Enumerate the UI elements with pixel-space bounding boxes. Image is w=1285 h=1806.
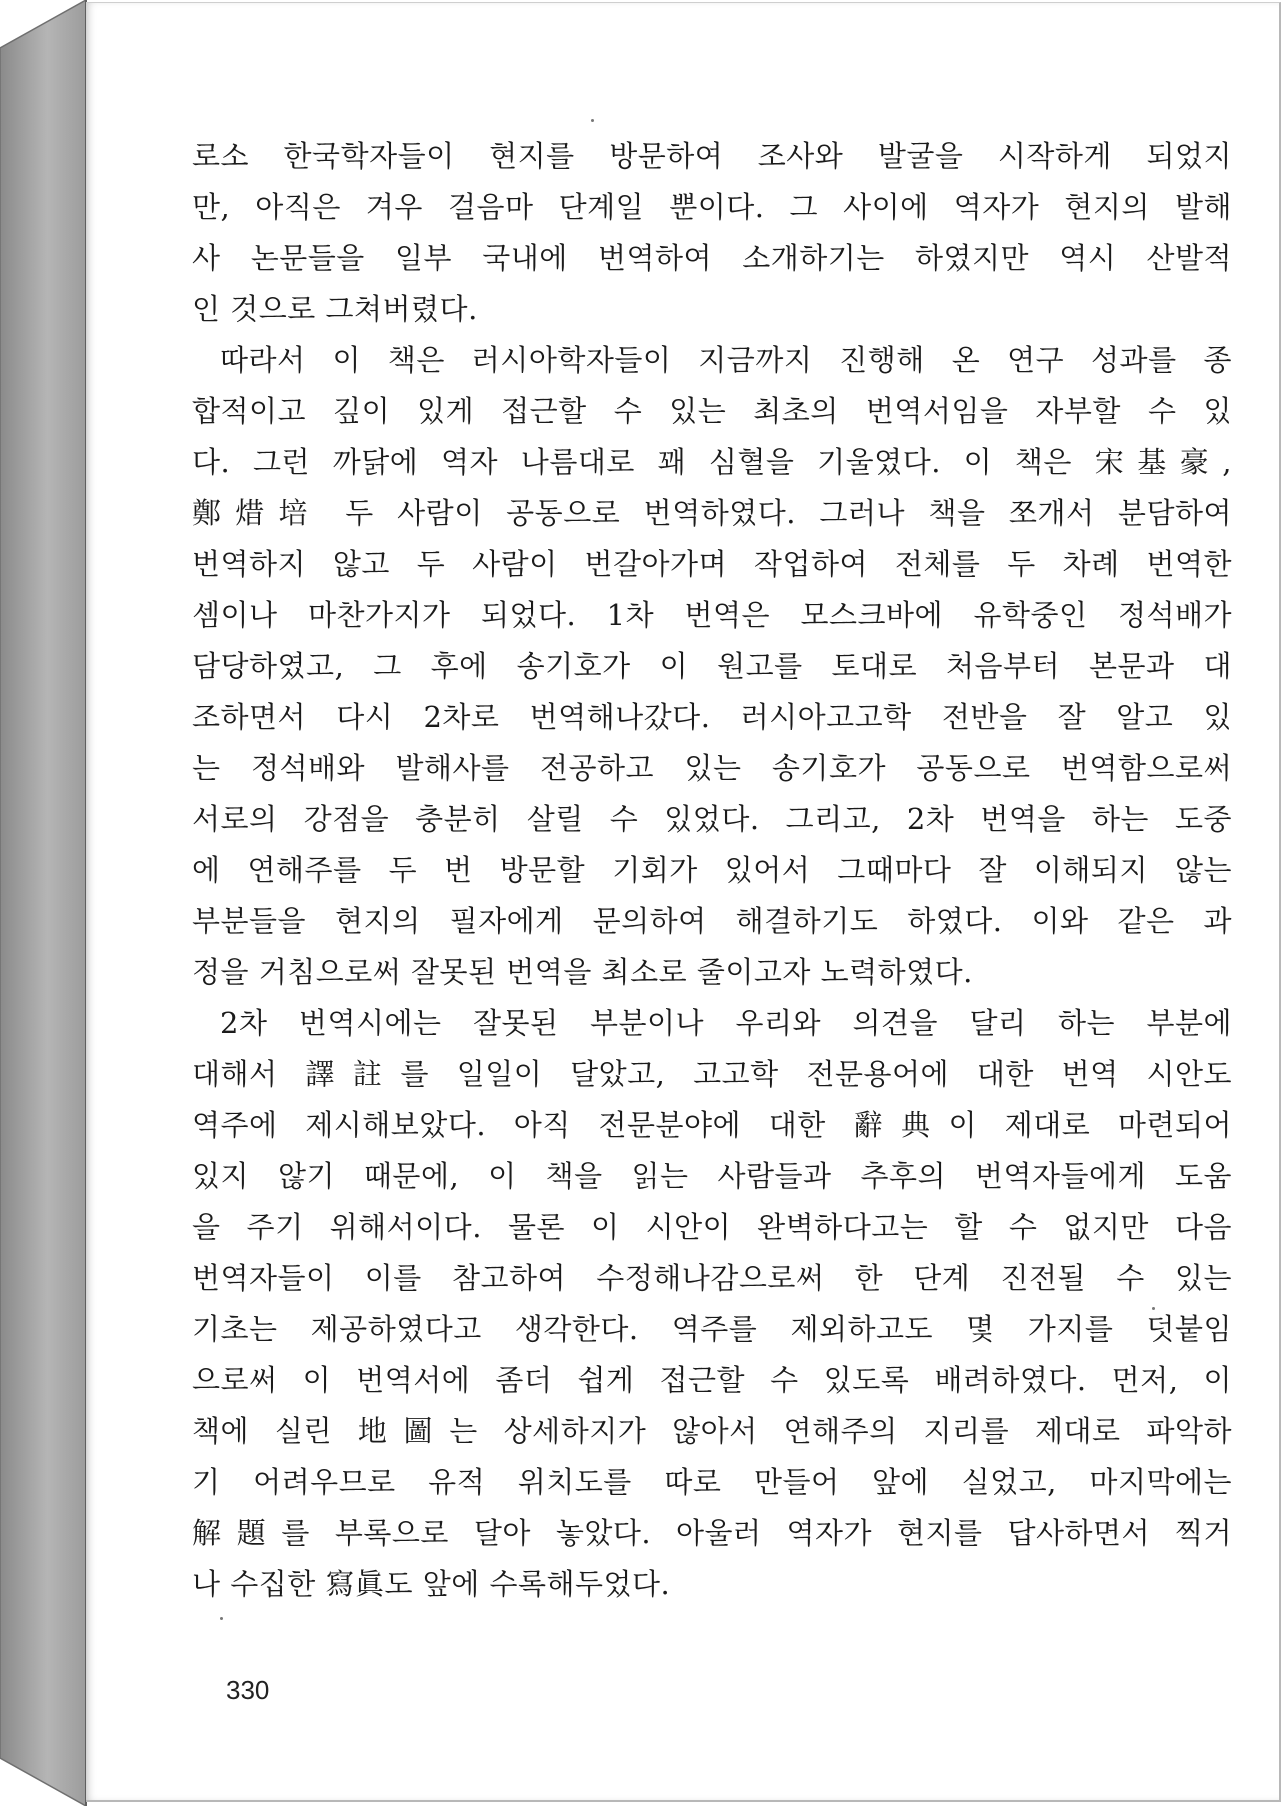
text-line: 있지 않기 때문에, 이 책을 읽는 사람들과 추후의 번역자들에게 도움 (192, 1159, 1232, 1193)
text-line: 2차 번역시에는 잘못된 부분이나 우리와 의견을 달리 하는 부분에 (220, 1006, 1232, 1040)
text-line: 에 연해주를 두 번 방문할 기회가 있어서 그때마다 잘 이해되지 않는 (192, 853, 1232, 887)
page-number: 330 (226, 1675, 270, 1705)
text-line: 서로의 강점을 충분히 살릴 수 있었다. 그리고, 2차 번역을 하는 도중 (192, 802, 1232, 836)
body-text (192, 131, 1232, 1610)
scan-speck (591, 119, 594, 122)
text-line: 인 것으로 그쳐버렸다. (192, 292, 478, 326)
text-line: 담당하였고, 그 후에 송기호가 이 원고를 토대로 처음부터 본문과 대 (192, 649, 1232, 683)
text-line: 조하면서 다시 2차로 번역해나갔다. 러시아고고학 전반을 잘 알고 있 (192, 700, 1232, 734)
text-line: 는 정석배와 발해사를 전공하고 있는 송기호가 공동으로 번역함으로써 (192, 751, 1232, 785)
text-line: 만, 아직은 겨우 걸음마 단계일 뿐이다. 그 사이에 역자가 현지의 발해 (192, 190, 1232, 224)
text-line: 따라서 이 책은 러시아학자들이 지금까지 진행해 온 연구 성과를 종 (220, 343, 1232, 377)
document-page (86, 2, 1281, 1802)
text-line: 정을 거침으로써 잘못된 번역을 최소로 줄이고자 노력하였다. (192, 955, 973, 989)
text-line: 나 수집한 寫眞도 앞에 수록해두었다. (192, 1567, 671, 1601)
text-line: 解題를 부록으로 달아 놓았다. 아울러 역자가 현지를 답사하면서 찍거 (192, 1516, 1232, 1550)
scan-speck (1152, 1307, 1155, 1310)
text-line: 부분들을 현지의 필자에게 문의하여 해결하기도 하였다. 이와 같은 과 (192, 904, 1232, 938)
text-line: 대해서 譯註를 일일이 달았고, 고고학 전문용어에 대한 번역 시안도 (192, 1057, 1232, 1091)
text-line: 기 어려우므로 유적 위치도를 따로 만들어 앞에 실었고, 마지막에는 (192, 1465, 1232, 1499)
text-line: 기초는 제공하였다고 생각한다. 역주를 제외하고도 몇 가지를 덧붙임 (192, 1312, 1232, 1346)
text-line: 사 논문들을 일부 국내에 번역하여 소개하기는 하였지만 역시 산발적 (192, 241, 1232, 275)
text-line: 다. 그런 까닭에 역자 나름대로 꽤 심혈을 기울였다. 이 책은 宋基豪, (192, 445, 1232, 479)
text-line: 셈이나 마찬가지가 되었다. 1차 번역은 모스크바에 유학중인 정석배가 (192, 598, 1232, 632)
text-line: 역주에 제시해보았다. 아직 전문분야에 대한 辭典이 제대로 마련되어 (192, 1108, 1232, 1142)
text-line: 으로써 이 번역서에 좀더 쉽게 접근할 수 있도록 배려하였다. 먼저, 이 (192, 1363, 1232, 1397)
text-line: 을 주기 위해서이다. 물론 이 시안이 완벽하다고는 할 수 없지만 다음 (192, 1210, 1232, 1244)
text-line: 로소 한국학자들이 현지를 방문하여 조사와 발굴을 시작하게 되었지 (192, 139, 1232, 173)
text-line: 번역자들이 이를 참고하여 수정해나감으로써 한 단계 진전될 수 있는 (192, 1261, 1232, 1295)
text-line: 번역하지 않고 두 사람이 번갈아가며 작업하여 전체를 두 차례 번역한 (192, 547, 1232, 581)
text-line: 책에 실린 地圖는 상세하지가 않아서 연해주의 지리를 제대로 파악하 (192, 1414, 1232, 1448)
text-line: 합적이고 깊이 있게 접근할 수 있는 최초의 번역서임을 자부할 수 있 (192, 394, 1232, 428)
scan-speck (220, 1617, 223, 1620)
book-spine (0, 0, 88, 1806)
text-line: 鄭焟培 두 사람이 공동으로 번역하였다. 그러나 책을 쪼개서 분담하여 (192, 496, 1232, 530)
